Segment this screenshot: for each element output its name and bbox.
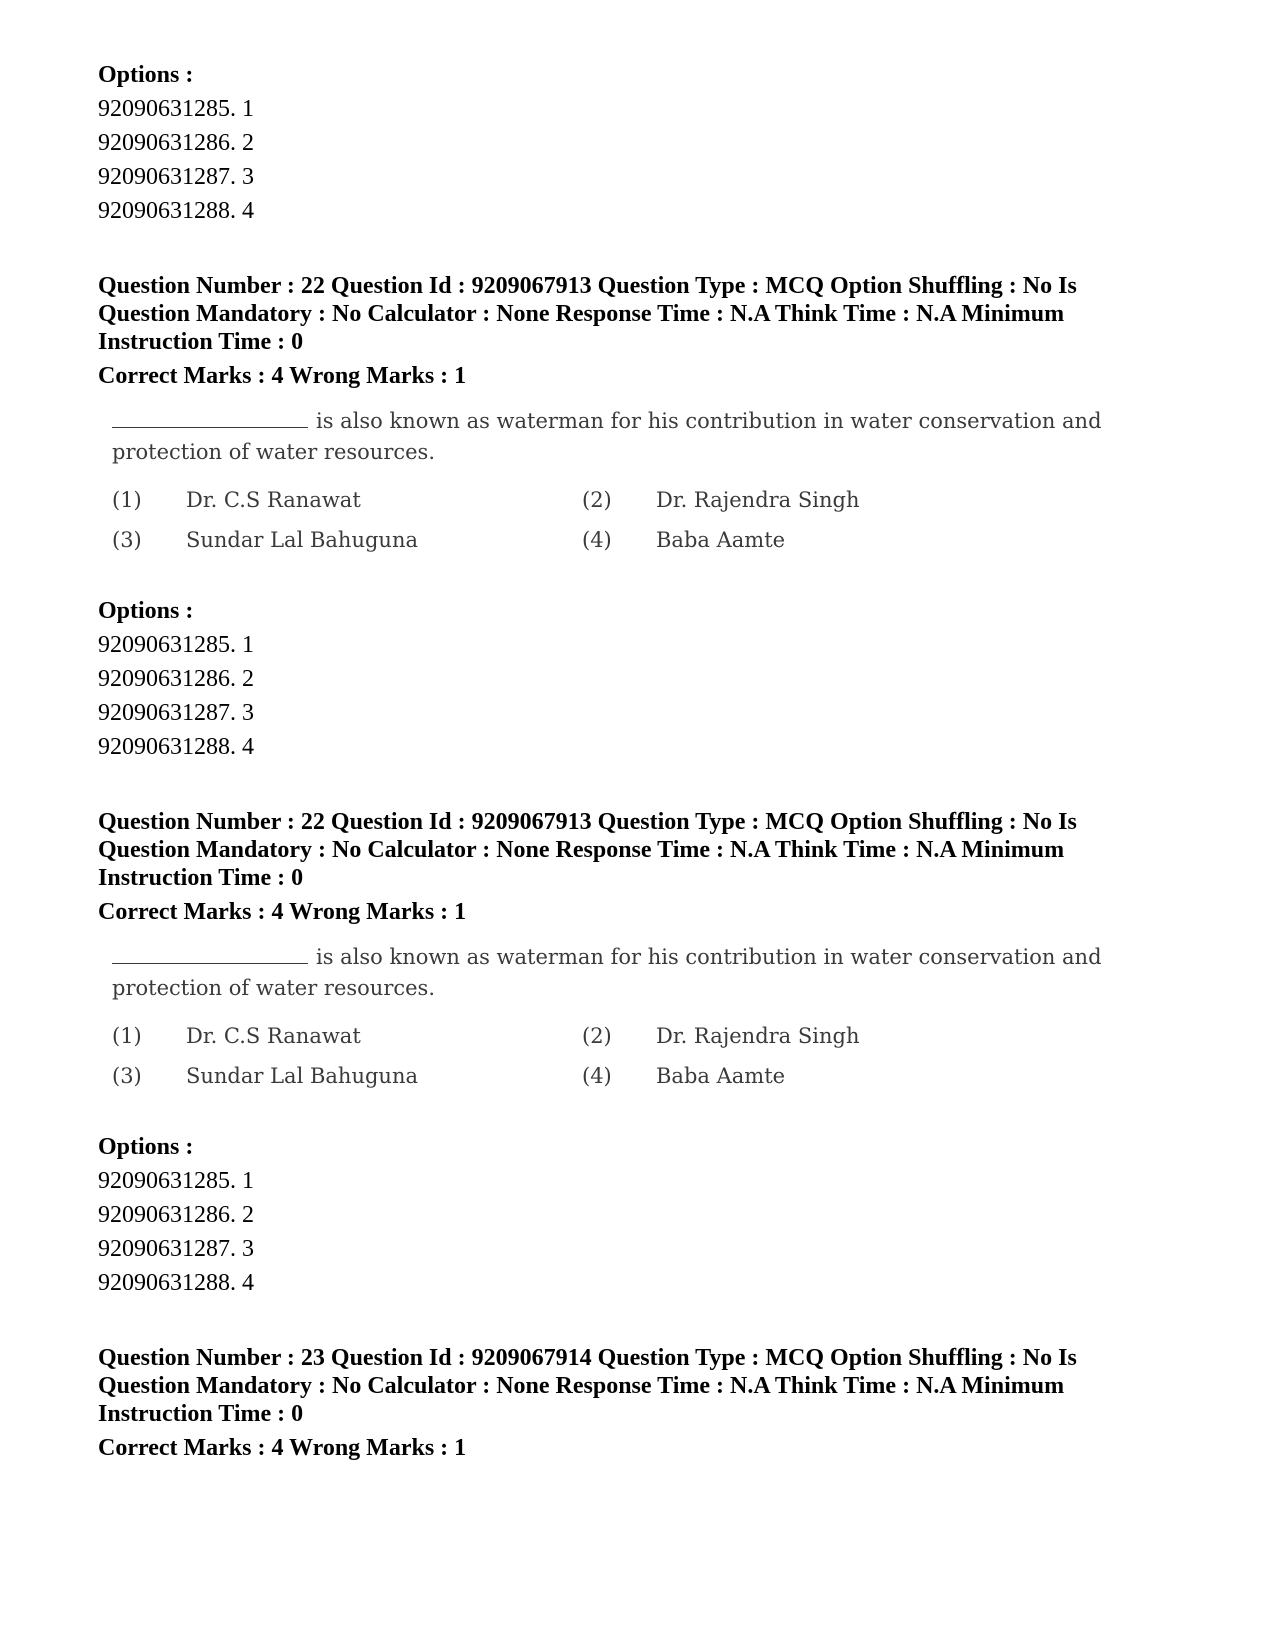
option-line: 92090631288. 4 <box>98 1270 254 1296</box>
question-block <box>98 808 1178 1300</box>
question-header: Question Number : 23 Question Id : 9209067914 Question Type : MCQ Option Shuffling : No Is Question Mandatory : No Calculator : None Response Time : N.A Think Time : N.A Minimum Instruction Time : 0 <box>98 1345 1077 1427</box>
answer-blank <box>112 409 308 428</box>
choice-text: Sundar Lal Bahuguna <box>186 528 418 552</box>
question-stem-text: is also known as waterman for his contribution in water conservation and protection of water resources. <box>112 945 1102 1000</box>
option-line: 92090631286. 2 <box>98 666 254 692</box>
choice-number: (1) <box>112 1024 142 1048</box>
options-title: Options : <box>98 62 194 88</box>
option-line: 92090631287. 3 <box>98 1236 254 1262</box>
option-line: 92090631287. 3 <box>98 700 254 726</box>
choice-text: Dr. C.S Ranawat <box>186 1024 361 1048</box>
question-marks: Correct Marks : 4 Wrong Marks : 1 <box>98 1435 467 1461</box>
question-stem <box>112 942 1132 1004</box>
option-line: 92090631288. 4 <box>98 734 254 760</box>
choice-text: Baba Aamte <box>656 1064 786 1088</box>
options-block <box>98 1130 1178 1300</box>
choice-text: Dr. C.S Ranawat <box>186 488 361 512</box>
options-title: Options : <box>98 598 194 624</box>
choice-grid <box>112 486 1132 554</box>
options-block <box>98 594 1178 764</box>
choice-grid <box>112 1022 1132 1090</box>
question-marks: Correct Marks : 4 Wrong Marks : 1 <box>98 899 467 925</box>
option-line: 92090631285. 1 <box>98 632 254 658</box>
question-stem-text: is also known as waterman for his contribution in water conservation and protection of water resources. <box>112 409 1102 464</box>
question-stem <box>112 406 1132 468</box>
choice-item <box>582 1062 1082 1090</box>
question-image <box>112 406 1132 554</box>
question-block <box>98 272 1178 764</box>
choice-number: (2) <box>582 488 612 512</box>
option-line: 92090631286. 2 <box>98 130 254 156</box>
choice-number: (2) <box>582 1024 612 1048</box>
question-block <box>98 1344 1178 1462</box>
choice-item <box>582 1022 1082 1050</box>
choice-item <box>112 1022 582 1050</box>
choice-number: (3) <box>112 528 142 552</box>
question-image <box>112 942 1132 1090</box>
option-line: 92090631286. 2 <box>98 1202 254 1228</box>
choice-text: Sundar Lal Bahuguna <box>186 1064 418 1088</box>
choice-number: (3) <box>112 1064 142 1088</box>
option-line: 92090631287. 3 <box>98 164 254 190</box>
choice-text: Dr. Rajendra Singh <box>656 488 860 512</box>
choice-item <box>112 486 582 514</box>
question-marks: Correct Marks : 4 Wrong Marks : 1 <box>98 363 467 389</box>
option-line: 92090631285. 1 <box>98 96 254 122</box>
question-header: Question Number : 22 Question Id : 9209067913 Question Type : MCQ Option Shuffling : No Is Question Mandatory : No Calculator : None Response Time : N.A Think Time : N.A Minimum Instruction Time : 0 <box>98 273 1077 355</box>
choice-text: Dr. Rajendra Singh <box>656 1024 860 1048</box>
choice-number: (4) <box>582 528 612 552</box>
choice-item <box>112 526 582 554</box>
choice-item <box>582 486 1082 514</box>
option-line: 92090631288. 4 <box>98 198 254 224</box>
options-block <box>98 58 1178 228</box>
choice-number: (4) <box>582 1064 612 1088</box>
choice-item <box>112 1062 582 1090</box>
options-title: Options : <box>98 1134 194 1160</box>
choice-number: (1) <box>112 488 142 512</box>
document-page <box>98 58 1178 1462</box>
answer-blank <box>112 945 308 964</box>
choice-text: Baba Aamte <box>656 528 786 552</box>
option-line: 92090631285. 1 <box>98 1168 254 1194</box>
question-header: Question Number : 22 Question Id : 9209067913 Question Type : MCQ Option Shuffling : No Is Question Mandatory : No Calculator : None Response Time : N.A Think Time : N.A Minimum Instruction Time : 0 <box>98 809 1077 891</box>
choice-item <box>582 526 1082 554</box>
